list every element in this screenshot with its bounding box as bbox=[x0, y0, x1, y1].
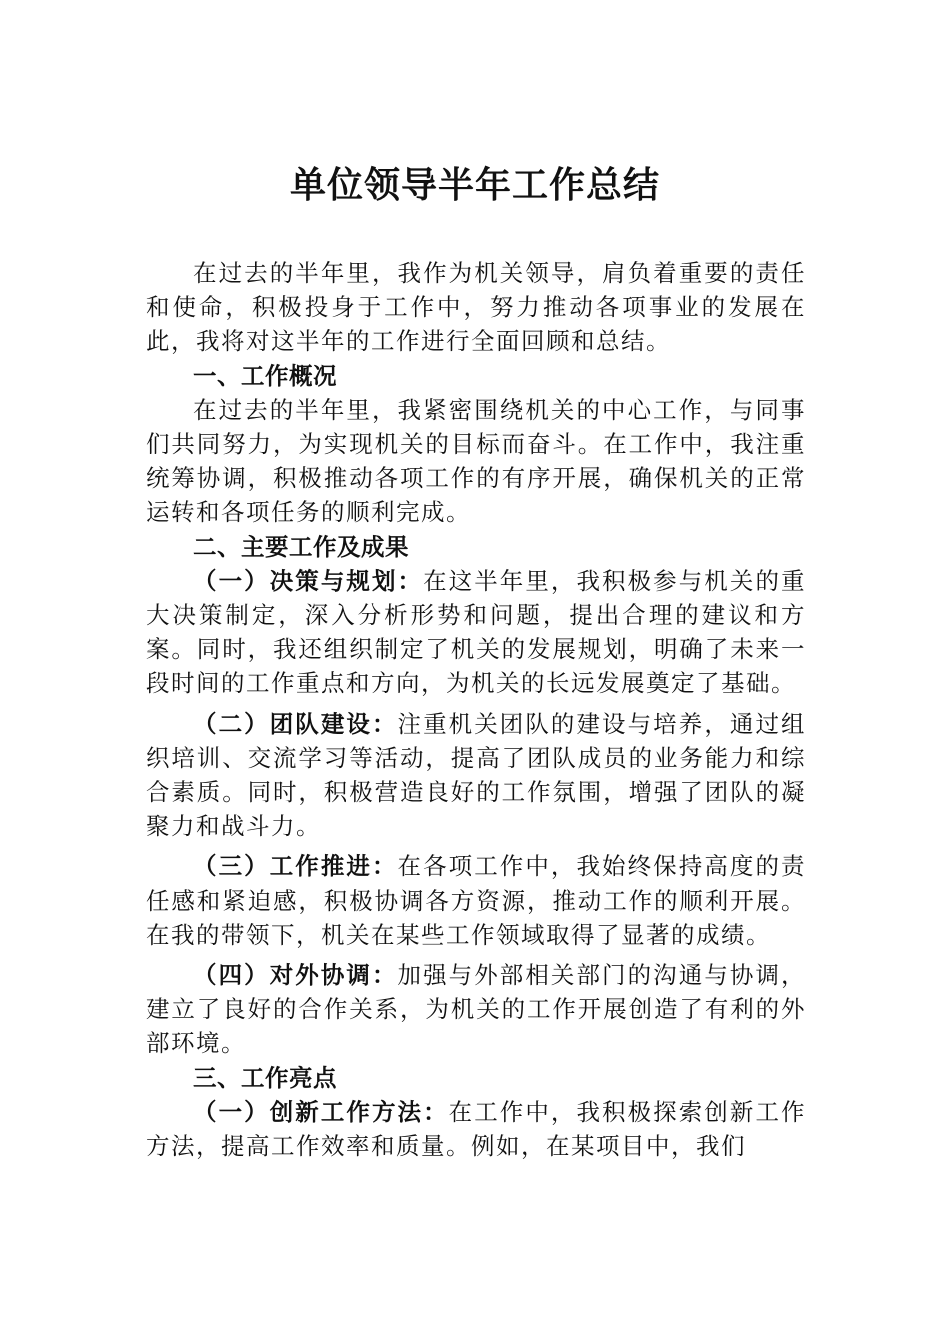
item-lead: （一）决策与规划： bbox=[193, 566, 424, 595]
item-text: 在各项工作中，我始终保持高度的责任感和紧迫感，积极协调各方资源，推动工作的顺利开展。在我的带领下，机关在某些工作领域取得了显著的成绩。 bbox=[146, 852, 807, 949]
item-text: 加强与外部相关部门的沟通与协调，建立了良好的合作关系，为机关的工作开展创造了有利的外部环境。 bbox=[146, 961, 807, 1058]
item-lead: （一）创新工作方法： bbox=[193, 1097, 449, 1126]
main-work-item-1 bbox=[146, 564, 806, 701]
main-work-item-4 bbox=[146, 958, 806, 1061]
document-body bbox=[146, 256, 806, 1163]
item-text: 在工作中，我积极探索创新工作方法，提高工作效率和质量。例如，在某项目中，我们 bbox=[146, 1097, 807, 1161]
main-work-item-2 bbox=[146, 707, 806, 844]
highlight-item-1 bbox=[146, 1095, 806, 1163]
document-title: 单位领导半年工作总结 bbox=[289, 164, 660, 206]
section-heading-overview: 一、工作概况 bbox=[193, 361, 337, 390]
section-heading-highlights: 三、工作亮点 bbox=[193, 1063, 337, 1092]
item-text: 在这半年里，我积极参与机关的重大决策制定，深入分析形势和问题，提出合理的建议和方案。同时，我还组织制定了机关的发展规划，明确了未来一段时间的工作重点和方向，为机关的长远发展奠定了基础。 bbox=[146, 566, 807, 698]
section-heading-main-work: 二、主要工作及成果 bbox=[193, 532, 409, 561]
item-lead: （二）团队建设： bbox=[193, 709, 398, 738]
item-text: 注重机关团队的建设与培养，通过组织培训、交流学习等活动，提高了团队成员的业务能力和综合素质。同时，积极营造良好的工作氛围，增强了团队的凝聚力和战斗力。 bbox=[146, 709, 807, 841]
main-work-item-3 bbox=[146, 849, 806, 952]
overview-paragraph: 在过去的半年里，我紧密围绕机关的中心工作，与同事们共同努力，为实现机关的目标而奋斗。在工作中，我注重统筹协调，积极推动各项工作的有序开展，确保机关的正常运转和各项任务的顺利完成。 bbox=[146, 395, 806, 527]
item-lead: （三）工作推进： bbox=[193, 852, 398, 881]
item-lead: （四）对外协调： bbox=[193, 961, 398, 990]
intro-paragraph: 在过去的半年里，我作为机关领导，肩负着重要的责任和使命，积极投身于工作中，努力推动各项事业的发展在此，我将对这半年的工作进行全面回顾和总结。 bbox=[146, 259, 806, 356]
